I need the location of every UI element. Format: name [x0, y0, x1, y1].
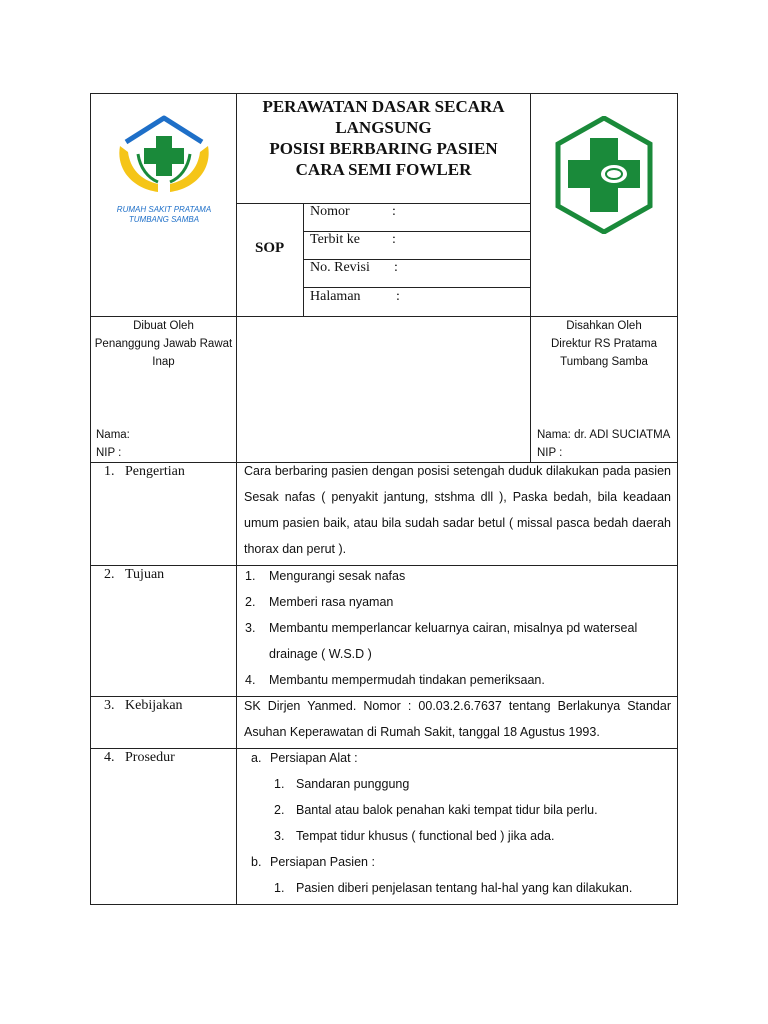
kebijakan-text: [244, 693, 671, 745]
sig-right-line1: Disahkan Oleh: [566, 320, 642, 332]
tujuan-item-3-num: 3.: [245, 621, 256, 635]
meta-nomor-colon: :: [392, 204, 396, 219]
hospital-logo: [112, 112, 216, 232]
sig-right-line2: Direktur RS Pratama: [550, 338, 658, 350]
signature-left: [91, 317, 236, 371]
hospital-logo-text-1: RUMAH SAKIT PRATAMA: [116, 205, 212, 214]
meta-revisi-colon: :: [394, 260, 398, 275]
tujuan-item-2-num: 2.: [245, 595, 256, 609]
sig-right-line3: Tumbang Samba: [560, 356, 648, 368]
health-cross-icon: [554, 116, 654, 234]
sig-left-line1: Dibuat Oleh: [133, 320, 194, 332]
prosedur-a-label: a.: [251, 751, 262, 765]
prosedur-b-label: b.: [251, 855, 262, 869]
document-title: [237, 96, 530, 180]
hospital-logo-icon: [112, 112, 216, 196]
pengertian-line-2: Sesak nafas ( penyakit jantung, stshma dll ), Paska bedah, bila keadaan: [244, 490, 671, 504]
section-tujuan-number: 2.: [104, 567, 115, 582]
tujuan-item-1-text: Mengurangi sesak nafas: [269, 569, 406, 583]
prosedur-a-item-2-num: 2.: [274, 803, 285, 817]
prosedur-b-text: Persiapan Pasien :: [270, 855, 375, 869]
prosedur-a-item-1-num: 1.: [274, 777, 285, 791]
prosedur-a-text: Persiapan Alat :: [270, 751, 358, 765]
title-line-3: POSISI BERBARING PASIEN: [269, 139, 498, 158]
tujuan-item-1-num: 1.: [245, 569, 256, 583]
sig-right-nama: Nama: dr. ADI SUCIATMA: [537, 429, 671, 441]
kebijakan-line-2: Asuhan Keperawatan di Rumah Sakit, tanggal 18 Agustus 1993.: [244, 725, 600, 739]
meta-halaman-colon: :: [396, 289, 400, 304]
meta-halaman-label: Halaman: [310, 289, 361, 304]
health-logo: [554, 116, 654, 234]
meta-revisi-label: No. Revisi: [310, 260, 370, 275]
prosedur-b-item-1-text: Pasien diberi penjelasan tentang hal-hal yang kan dilakukan.: [296, 881, 633, 895]
prosedur-a-item-3-text: Tempat tidur khusus ( functional bed ) jika ada.: [296, 829, 555, 843]
pengertian-line-4: thorax dan perut ).: [244, 542, 347, 556]
section-tujuan-label: Tujuan: [125, 567, 165, 582]
sig-right-nip: NIP :: [537, 447, 563, 459]
section-pengertian-number: 1.: [104, 464, 115, 479]
tujuan-item-2-text: Memberi rasa nyaman: [269, 595, 394, 609]
signature-right: [531, 317, 677, 371]
tujuan-item-3-text: Membantu memperlancar keluarnya cairan, misalnya pd waterseal: [269, 621, 638, 635]
sop-label: SOP: [255, 240, 285, 256]
pengertian-line-1: Cara berbaring pasien dengan posisi setengah duduk dilakukan pada pasien: [244, 464, 671, 478]
hospital-logo-text-2: TUMBANG SAMBA: [128, 215, 200, 224]
section-pengertian-label: Pengertian: [125, 464, 185, 479]
tujuan-item-4-text: Membantu mempermudah tindakan pemeriksaan.: [269, 673, 545, 687]
sig-left-line3: Inap: [152, 356, 175, 368]
meta-terbit-label: Terbit ke: [310, 232, 360, 247]
title-line-2: LANGSUNG: [335, 118, 432, 137]
section-kebijakan-label: Kebijakan: [125, 698, 183, 713]
tujuan-item-4-num: 4.: [245, 673, 256, 687]
section-kebijakan-number: 3.: [104, 698, 115, 713]
tujuan-item-3-cont: drainage ( W.S.D ): [269, 647, 372, 661]
meta-terbit-colon: :: [392, 232, 396, 247]
sig-left-line2: Penanggung Jawab Rawat: [94, 338, 233, 350]
section-prosedur-label: Prosedur: [125, 750, 175, 765]
prosedur-a-item-1-text: Sandaran punggung: [296, 777, 410, 791]
pengertian-line-3: umum pasien baik, atau bila sudah sadar betul ( missal pasca bedah daerah: [244, 516, 671, 530]
title-line-4: CARA SEMI FOWLER: [295, 160, 472, 179]
sig-left-nama: Nama:: [96, 429, 130, 441]
kebijakan-line-1: SK Dirjen Yanmed. Nomor : 00.03.2.6.7637 tentang Berlakunya Standar: [244, 699, 671, 713]
sig-left-nip: NIP :: [96, 447, 122, 459]
meta-nomor-label: Nomor: [310, 204, 350, 219]
pengertian-text: [244, 458, 671, 562]
prosedur-a-item-2-text: Bantal atau balok penahan kaki tempat tidur bila perlu.: [296, 803, 598, 817]
prosedur-b-item-1-num: 1.: [274, 881, 285, 895]
title-line-1: PERAWATAN DASAR SECARA: [262, 97, 505, 116]
prosedur-a-item-3-num: 3.: [274, 829, 285, 843]
section-prosedur-number: 4.: [104, 750, 115, 765]
